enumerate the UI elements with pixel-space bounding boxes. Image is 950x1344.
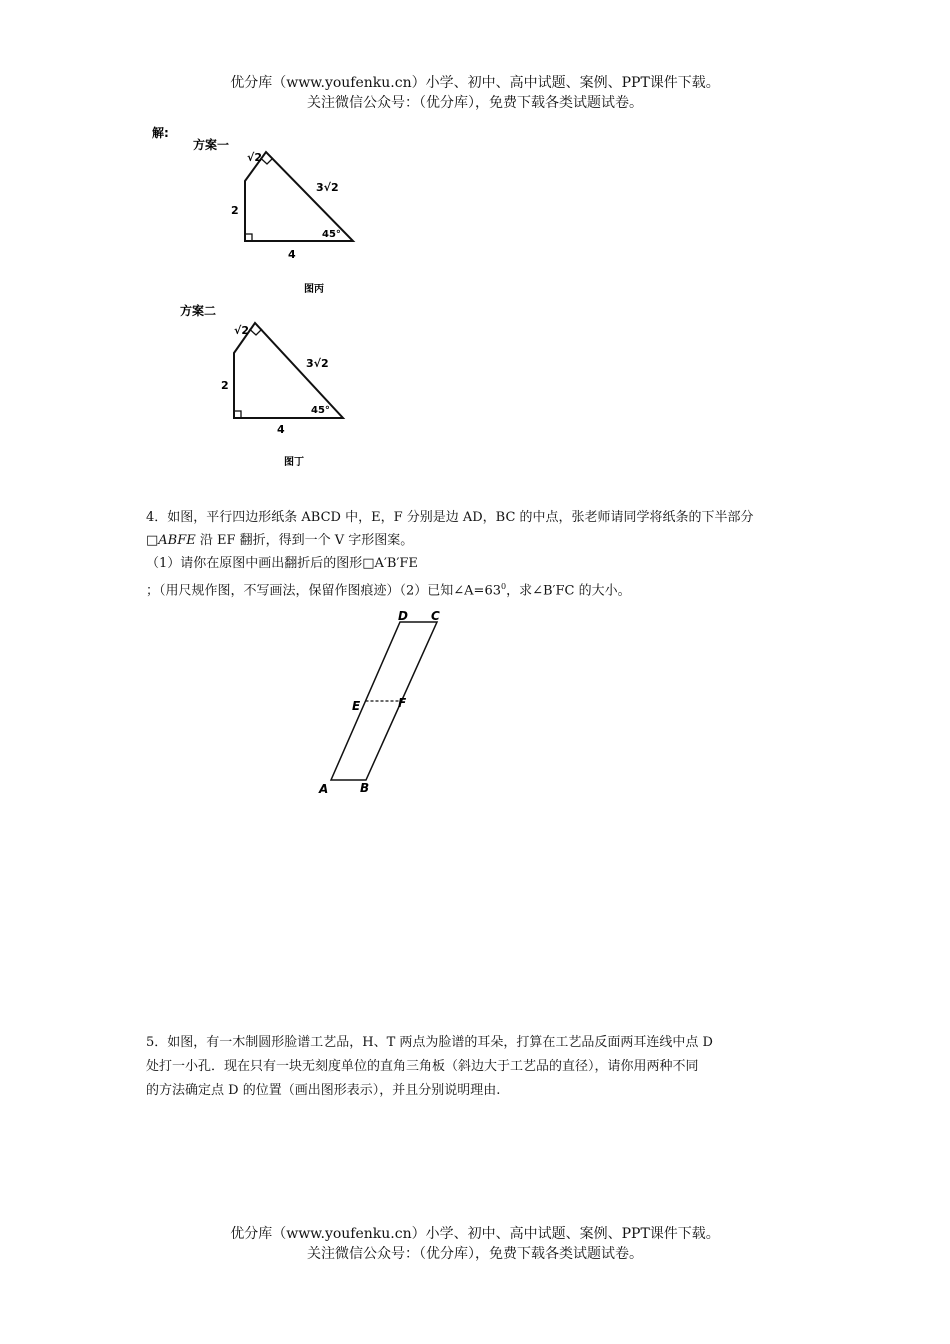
q4-degree-superscript: 0 xyxy=(501,582,507,591)
plan1-caption: 图丙 xyxy=(304,284,324,295)
plan2-angle: 45° xyxy=(311,405,330,416)
plan1-top-right-angle-mark xyxy=(261,158,274,164)
q4-parallelogram-abfe: □ABFE xyxy=(146,533,196,548)
label-b: B xyxy=(360,781,370,795)
plan1-angle: 45° xyxy=(322,229,341,240)
plan1-side-hyp: 3√2 xyxy=(316,181,339,194)
q5-line-2: 处打一小孔．现在只有一块无刻度单位的直角三角板（斜边大于工艺品的直径），请你用两种不同 xyxy=(146,1059,699,1074)
plan1-figure xyxy=(193,137,353,295)
plan1-side-bottom: 4 xyxy=(288,248,296,261)
solution-label: 解: xyxy=(152,126,169,140)
plan2-right-angle-mark xyxy=(234,411,241,418)
question-4 xyxy=(146,506,810,602)
footer-line-2: 关注微信公众号：（优分库），免费下载各类试题试卷。 xyxy=(307,1246,643,1262)
plan2-title: 方案二 xyxy=(180,304,217,318)
plan2-side-hyp: 3√2 xyxy=(306,357,329,370)
q4-line-4-text: ；（用尺规作图，不写画法，保留作图痕迹）（2）已知∠A=63 xyxy=(146,583,501,599)
q4-line-1: 4．如图，平行四边形纸条 ABCD 中，E，F 分别是边 AD，BC 的中点，张老师请同学将纸条的下半部分 xyxy=(146,510,754,525)
q4-line-3: （1）请你在原图中画出翻折后的图形□A′B′FE xyxy=(146,556,418,571)
solution-figures xyxy=(0,0,950,480)
plan1-side-top: √2 xyxy=(247,151,262,164)
question-5 xyxy=(146,1031,810,1103)
plan1-right-angle-mark xyxy=(245,234,252,241)
plan2-side-bottom: 4 xyxy=(277,423,285,436)
q5-line-3: 的方法确定点 D 的位置（画出图形表示），并且分别说明理由. xyxy=(146,1083,501,1098)
q4-line-2-rest: 沿 EF 翻折，得到一个 V 字形图案。 xyxy=(195,533,414,548)
plan2-caption: 图丁 xyxy=(284,457,304,468)
q5-line-1: 5．如图，有一木制圆形脸谱工艺品，H、T 两点为脸谱的耳朵，打算在工艺品反面两耳连线中点 D xyxy=(146,1035,713,1050)
label-e: E xyxy=(352,699,361,713)
label-f: F xyxy=(398,696,407,710)
label-a: A xyxy=(319,782,329,796)
plan2-side-top: √2 xyxy=(234,324,249,337)
plan2-side-left: 2 xyxy=(221,379,229,392)
plan2-figure xyxy=(180,303,343,468)
label-d: D xyxy=(398,609,408,623)
q4-line-4 xyxy=(146,575,810,602)
parallelogram-abcd xyxy=(331,622,437,780)
page-footer xyxy=(0,1224,950,1264)
plan1-title: 方案一 xyxy=(193,138,230,152)
header-line-1: 优分库（www.youfenku.cn）小学、初中、高中试题、案例、PPT课件下载。 xyxy=(230,75,720,91)
q4-parallelogram-figure xyxy=(0,600,950,810)
q4-line-4-end: ，求∠B′FC 的大小。 xyxy=(506,583,631,599)
plan2-pentagon xyxy=(234,323,343,418)
footer-line-1: 优分库（www.youfenku.cn）小学、初中、高中试题、案例、PPT课件下载。 xyxy=(230,1226,720,1242)
plan1-pentagon xyxy=(245,152,353,241)
q4-line-2 xyxy=(146,529,810,552)
header-line-2: 关注微信公众号：（优分库），免费下载各类试题试卷。 xyxy=(307,95,643,111)
label-c: C xyxy=(431,609,440,623)
plan1-side-left: 2 xyxy=(231,204,239,217)
